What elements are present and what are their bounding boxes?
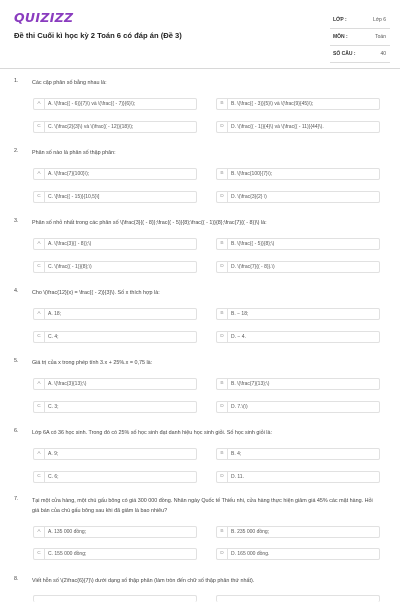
option-letter: C xyxy=(34,262,45,272)
option-b[interactable] xyxy=(216,378,380,390)
quizizz-logo: QUIZIZZ xyxy=(14,10,74,25)
option-text: A. 9; xyxy=(48,451,59,457)
header-divider xyxy=(0,68,400,69)
option-letter: B xyxy=(217,99,228,109)
option-text: D. 7.\(\) xyxy=(231,404,248,410)
option-text: C. 6; xyxy=(48,474,59,480)
option-letter: D xyxy=(217,122,228,132)
option-letter: A xyxy=(34,449,45,459)
option-b[interactable] xyxy=(216,308,380,320)
option-c[interactable] xyxy=(33,191,197,203)
option-letter: B xyxy=(217,379,228,389)
option-a[interactable] xyxy=(33,526,197,538)
option-letter: C xyxy=(34,192,45,202)
option-c[interactable] xyxy=(33,331,197,343)
option-letter: D xyxy=(217,402,228,412)
option-a[interactable] xyxy=(33,308,197,320)
meta-row-count xyxy=(330,46,390,63)
option-text: B. 4; xyxy=(231,451,242,457)
answer-box[interactable] xyxy=(216,595,380,602)
option-d[interactable] xyxy=(216,331,380,343)
option-text: B. \(\frac{( - 5)}{8};\) xyxy=(231,241,275,247)
option-letter: C xyxy=(34,549,45,559)
option-text: A. \(\frac{3}{13};\) xyxy=(48,381,87,387)
option-letter: B xyxy=(217,449,228,459)
option-letter: B xyxy=(217,309,228,319)
question-text: Phân số nào là phân số thập phân: xyxy=(32,150,116,156)
option-d[interactable] xyxy=(216,401,380,413)
option-letter: C xyxy=(34,332,45,342)
option-text: C. \(\frac{( - 1)}{8};\) xyxy=(48,264,92,270)
meta-key: LỚP : xyxy=(333,17,347,23)
option-letter: D xyxy=(217,549,228,559)
option-a[interactable] xyxy=(33,448,197,460)
question-text: Phân số nhỏ nhất trong các phân số \(\frac{3}{( - 8)};\frac{( - 5)}{8};\frac{( - 1)}{8};\frac{7}{( - 8)}\) là: xyxy=(32,220,267,226)
option-text: B. 235 000 đồng; xyxy=(231,529,270,535)
question-number: 3. xyxy=(14,218,19,224)
question-text: Cho \(\frac{12}{x} = \frac{( - 2)}{3}\). Số x thích hợp là: xyxy=(32,290,160,296)
question-text: Lớp 6A có 36 học sinh. Trong đó có 25% số học sinh đạt danh hiệu học sinh giỏi. Số học sinh giỏi là: xyxy=(32,430,272,436)
option-letter: A xyxy=(34,169,45,179)
meta-key: MÔN : xyxy=(333,34,348,40)
question-text: Các cặp phân số bằng nhau là: xyxy=(32,80,107,86)
question-6 xyxy=(0,428,400,488)
question-7 xyxy=(0,496,400,566)
option-d[interactable] xyxy=(216,121,380,133)
option-text: C. \(\frac{2}{3}\) và \(\frac{( - 12)}{18}\); xyxy=(48,124,134,130)
option-letter: D xyxy=(217,262,228,272)
question-3 xyxy=(0,218,400,278)
meta-value: Lớp 6 xyxy=(372,17,386,23)
option-d[interactable] xyxy=(216,548,380,560)
question-number: 2. xyxy=(14,148,19,154)
question-number: 7. xyxy=(14,496,19,502)
option-letter: C xyxy=(34,402,45,412)
option-text: B. − 18; xyxy=(231,311,249,317)
question-1 xyxy=(0,78,400,138)
question-text: Giá trị của x trong phép tính 3.x + 25%.x = 0,75 là: xyxy=(32,360,153,366)
option-d[interactable] xyxy=(216,261,380,273)
option-b[interactable] xyxy=(216,238,380,250)
question-number: 4. xyxy=(14,288,19,294)
option-text: A. 18; xyxy=(48,311,62,317)
option-letter: C xyxy=(34,472,45,482)
option-text: A. 135 000 đồng; xyxy=(48,529,87,535)
option-text: A. \(\frac{( - 6)}{7}\) và \(\frac{( - 7)}{6}\); xyxy=(48,101,136,107)
option-b[interactable] xyxy=(216,526,380,538)
option-text: D. 11. xyxy=(231,474,244,480)
option-letter: A xyxy=(34,99,45,109)
option-a[interactable] xyxy=(33,168,197,180)
option-letter: C xyxy=(34,122,45,132)
question-text: Viết hỗn số \(2\frac{6}{7}\) dưới dạng số thập phân (làm tròn đến chữ số thập phân thứ nhất). xyxy=(32,578,255,584)
question-8 xyxy=(0,576,400,600)
option-text: C. 155 000 đồng; xyxy=(48,551,87,557)
option-c[interactable] xyxy=(33,471,197,483)
question-4 xyxy=(0,288,400,348)
option-d[interactable] xyxy=(216,471,380,483)
question-number: 5. xyxy=(14,358,19,364)
option-text: D. \(\frac{7}{( - 8)}.\) xyxy=(231,264,275,270)
option-c[interactable] xyxy=(33,401,197,413)
option-b[interactable] xyxy=(216,168,380,180)
option-b[interactable] xyxy=(216,98,380,110)
option-d[interactable] xyxy=(216,191,380,203)
option-letter: B xyxy=(217,169,228,179)
question-5 xyxy=(0,358,400,418)
option-text: B. \(\frac{7}{13};\) xyxy=(231,381,270,387)
option-letter: B xyxy=(217,239,228,249)
question-2 xyxy=(0,148,400,208)
option-text: B. \(\frac{100}{7}\); xyxy=(231,171,273,177)
option-a[interactable] xyxy=(33,238,197,250)
document-title: Đề thi Cuối kì học kỳ 2 Toán 6 có đáp án (Đề 3) xyxy=(14,31,182,40)
option-text: B. \(\frac{( - 3)}{5}\) và \(\frac{9}{45}\); xyxy=(231,101,314,107)
meta-table xyxy=(330,12,390,63)
option-c[interactable] xyxy=(33,121,197,133)
option-letter: B xyxy=(217,527,228,537)
question-number: 8. xyxy=(14,576,19,582)
option-text: C. 4; xyxy=(48,334,59,340)
option-a[interactable] xyxy=(33,98,197,110)
option-c[interactable] xyxy=(33,548,197,560)
option-text: A. \(\frac{3}{( - 8)};\) xyxy=(48,241,92,247)
question-number: 6. xyxy=(14,428,19,434)
page-header xyxy=(0,0,400,68)
meta-row-grade xyxy=(330,12,390,29)
option-text: D. 165 000 đồng. xyxy=(231,551,270,557)
question-number: 1. xyxy=(14,78,19,84)
option-text: D. − 4. xyxy=(231,334,246,340)
option-text: C. 3; xyxy=(48,404,59,410)
option-b[interactable] xyxy=(216,448,380,460)
meta-value: 40 xyxy=(380,51,386,57)
option-letter: A xyxy=(34,379,45,389)
question-text: Tại một cửa hàng, một chú gấu bông có giá 300 000 đồng. Nhân ngày Quốc tế Thiếu nhi, cửa hàng thực hiện giảm giá 45% các mặt hàng. Hỏi giá bán của chú gấu bông sau khi đã giảm là bao nhiêu? xyxy=(32,498,373,514)
option-letter: D xyxy=(217,192,228,202)
option-c[interactable] xyxy=(33,261,197,273)
option-text: C. \[\frac{( - 15)}{10,5}\] xyxy=(48,194,100,200)
option-letter: D xyxy=(217,472,228,482)
option-text: A. \(\frac{7}{100}\); xyxy=(48,171,90,177)
meta-row-subject xyxy=(330,29,390,46)
option-letter: A xyxy=(34,239,45,249)
option-text: D. \(\frac{3}{2} \) xyxy=(231,194,267,200)
answer-box[interactable] xyxy=(33,595,197,602)
option-a[interactable] xyxy=(33,378,197,390)
option-letter: A xyxy=(34,527,45,537)
meta-key: SỐ CÂU : xyxy=(333,51,356,57)
meta-value: Toán xyxy=(375,34,386,40)
option-letter: D xyxy=(217,332,228,342)
option-text: D. \(\frac{( - 1)}{4}\) và \(\frac{( - 11)}{44}\). xyxy=(231,124,324,130)
option-letter: A xyxy=(34,309,45,319)
